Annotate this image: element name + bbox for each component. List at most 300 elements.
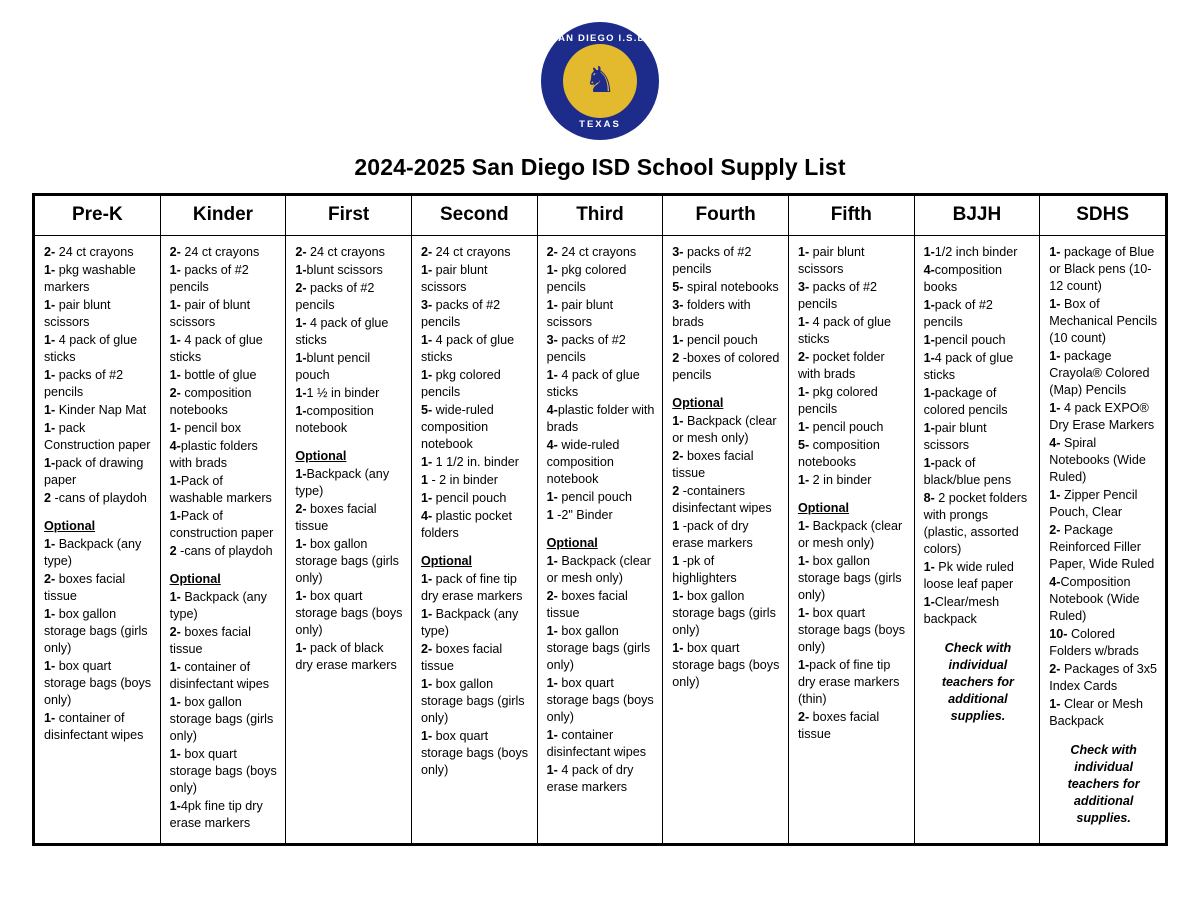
item-quantity: 1- — [923, 456, 935, 470]
optional-item — [170, 798, 279, 832]
item-quantity: 2- — [169, 386, 181, 400]
optional-item — [672, 553, 781, 587]
item-text: container of disinfectant wipes — [169, 660, 270, 691]
item-text: pair blunt scissors — [546, 298, 614, 329]
supply-cell-second — [411, 236, 537, 844]
supply-item — [44, 332, 153, 366]
item-text: Backpack (clear or mesh only) — [546, 554, 651, 585]
item-quantity: 4- — [546, 403, 558, 417]
item-text: packs of #2 pencils — [797, 280, 878, 311]
supply-item — [547, 367, 656, 401]
item-text: composition notebook — [295, 404, 374, 435]
item-text: - 2 in binder — [427, 473, 498, 487]
optional-item — [672, 483, 781, 517]
supply-item — [1049, 626, 1158, 660]
supply-item — [798, 384, 907, 418]
item-text: plastic pocket folders — [420, 509, 512, 540]
supply-item — [924, 350, 1033, 384]
item-text: package Crayola® Colored (Map) Pencils — [1049, 349, 1150, 397]
item-text: wide-ruled composition notebook — [420, 403, 494, 451]
item-text: pkg colored pencils — [546, 263, 627, 294]
item-quantity: 2- — [1049, 662, 1061, 676]
supply-item — [44, 402, 153, 419]
item-text: 4 pack of glue sticks — [546, 368, 640, 399]
supply-item — [170, 420, 279, 437]
optional-item — [672, 448, 781, 482]
optional-heading: Optional — [295, 449, 347, 463]
item-quantity: 1- — [420, 572, 433, 586]
item-quantity: 1- — [923, 386, 935, 400]
supply-item — [295, 350, 404, 384]
item-text: box gallon storage bags (girls only) — [672, 589, 776, 637]
item-quantity: 1- — [295, 537, 307, 551]
item-text: pack of fine tip dry erase markers — [420, 572, 523, 603]
supply-item — [44, 262, 153, 296]
item-text: 24 ct crayons — [306, 245, 385, 259]
optional-item — [421, 606, 530, 640]
item-text: 24 ct crayons — [55, 245, 134, 259]
item-quantity: 1- — [169, 695, 181, 709]
supply-item — [1049, 574, 1158, 625]
item-text: pair blunt scissors — [44, 298, 111, 329]
item-text: Pk wide ruled loose leaf paper — [923, 560, 1014, 591]
optional-item — [672, 413, 781, 447]
item-text: package of Blue or Black pens (10-12 count) — [1049, 245, 1155, 293]
optional-item — [295, 501, 404, 535]
supply-item — [295, 262, 404, 279]
item-text: Backpack (any type) — [44, 537, 142, 568]
logo-top-text: SAN DIEGO I.S.D. — [550, 33, 650, 44]
item-quantity: 1- — [923, 245, 935, 259]
supply-item — [1049, 348, 1158, 399]
supply-item — [44, 490, 153, 507]
item-text: package of colored pencils — [923, 386, 1008, 417]
page-title: 2024-2025 San Diego ISD School Supply List — [354, 154, 846, 180]
supply-item — [547, 402, 656, 436]
item-text: pencil pouch — [934, 333, 1006, 347]
item-text: pair of blunt scissors — [169, 298, 251, 329]
column-header-second: Second — [411, 196, 537, 236]
supply-item — [44, 297, 153, 331]
supply-item — [1049, 487, 1158, 521]
supply-item — [798, 419, 907, 436]
item-quantity: 1- — [420, 455, 433, 469]
item-text: 4 pack of glue sticks — [295, 316, 389, 347]
item-text: box quart storage bags (boys only) — [169, 747, 277, 795]
supply-item — [421, 297, 530, 331]
supply-item — [295, 315, 404, 349]
item-text: pencil pouch — [432, 491, 507, 505]
item-quantity: 1- — [420, 368, 433, 382]
item-quantity: 5- — [797, 438, 810, 452]
supply-cell-bjjh — [914, 236, 1040, 844]
supply-item — [44, 420, 153, 454]
item-text: 4 pack of glue sticks — [44, 333, 138, 364]
item-text: box quart storage bags (boys only) — [672, 641, 780, 689]
item-quantity: 1- — [923, 421, 935, 435]
supply-item — [421, 367, 530, 401]
optional-item — [798, 657, 907, 708]
column-header-third: Third — [537, 196, 663, 236]
item-quantity: 1- — [295, 386, 307, 400]
optional-item — [295, 588, 404, 639]
supply-item — [924, 385, 1033, 419]
supply-item — [421, 472, 530, 489]
supply-item — [798, 437, 907, 471]
supply-item — [44, 455, 153, 489]
optional-item — [170, 624, 279, 658]
item-quantity: 1- — [1049, 245, 1061, 259]
optional-item — [547, 675, 656, 726]
item-quantity: 1- — [295, 351, 307, 365]
column-header-fourth: Fourth — [663, 196, 789, 236]
item-text: packs of #2 pencils — [420, 298, 501, 329]
item-quantity: 3- — [546, 333, 558, 347]
item-text: 2 in binder — [809, 473, 872, 487]
column-header-prek: Pre-K — [35, 196, 161, 236]
item-text: -cans of playdoh — [51, 491, 147, 505]
optional-item — [44, 536, 153, 570]
item-text: pair blunt scissors — [923, 421, 987, 452]
item-text: plastic folders with brads — [169, 439, 258, 470]
optional-item — [798, 709, 907, 743]
optional-item — [672, 518, 781, 552]
optional-item — [421, 571, 530, 605]
column-header-first: First — [286, 196, 412, 236]
item-text: folders with brads — [672, 298, 751, 329]
supply-item — [924, 244, 1033, 261]
supply-item — [1049, 661, 1158, 695]
item-text: 4 pack of glue sticks — [169, 333, 263, 364]
item-text: Backpack (clear or mesh only) — [797, 519, 903, 550]
optional-item — [421, 728, 530, 779]
item-text: pack Construction paper — [44, 421, 151, 452]
item-text: pair blunt scissors — [797, 245, 865, 276]
item-text: plastic folder with brads — [546, 403, 655, 434]
item-quantity: 2- — [546, 589, 558, 603]
item-quantity: 1 — [672, 554, 680, 568]
item-text: pack of black dry erase markers — [295, 641, 397, 672]
column-header-fifth: Fifth — [788, 196, 914, 236]
item-text: pack of black/blue pens — [923, 456, 1012, 487]
optional-item — [798, 553, 907, 604]
item-text: pkg colored pencils — [420, 368, 501, 399]
item-quantity: 4- — [546, 438, 558, 452]
supply-item — [421, 244, 530, 261]
item-text: 4 pack of dry erase markers — [546, 763, 634, 794]
item-quantity: 1- — [923, 595, 935, 609]
item-quantity: 1- — [1049, 697, 1061, 711]
optional-heading: Optional — [44, 519, 96, 533]
item-text: wide-ruled composition notebook — [546, 438, 620, 486]
item-quantity: 1- — [420, 333, 433, 347]
item-text: packs of #2 pencils — [44, 368, 124, 399]
item-quantity: 4- — [923, 263, 935, 277]
supply-item — [1049, 296, 1158, 347]
item-text: composition notebooks — [797, 438, 880, 469]
item-text: box quart storage bags (boys only) — [44, 659, 152, 707]
logo-bottom-text: TEXAS — [579, 119, 621, 130]
item-quantity: 1- — [797, 473, 810, 487]
item-quantity: 1- — [546, 624, 558, 638]
supply-item — [421, 508, 530, 542]
column-header-sdhs: SDHS — [1040, 196, 1166, 236]
item-quantity: 1- — [295, 467, 307, 481]
item-text: bottle of glue — [180, 368, 257, 382]
item-text: Packages of 3x5 Index Cards — [1049, 662, 1158, 693]
supply-item — [547, 262, 656, 296]
supply-item — [547, 489, 656, 506]
item-text: 24 ct crayons — [180, 245, 260, 259]
item-text: Composition Notebook (Wide Ruled) — [1049, 575, 1140, 623]
supply-item — [547, 437, 656, 488]
item-quantity: 2- — [44, 245, 56, 259]
item-quantity: 1- — [923, 333, 935, 347]
item-text: blunt pencil pouch — [295, 351, 371, 382]
item-text: 4 pack of glue sticks — [797, 315, 892, 346]
item-quantity: 4- — [1049, 436, 1061, 450]
optional-item — [421, 641, 530, 675]
item-quantity: 10- — [1049, 627, 1068, 641]
item-quantity: 2- — [672, 449, 684, 463]
item-quantity: 1- — [420, 729, 433, 743]
supply-item — [1049, 400, 1158, 434]
item-quantity: 1- — [923, 351, 935, 365]
optional-item — [547, 588, 656, 622]
item-quantity: 1- — [672, 333, 684, 347]
item-quantity: 4- — [420, 509, 433, 523]
item-quantity: 1- — [420, 677, 433, 691]
optional-item — [170, 694, 279, 745]
item-quantity: 4- — [169, 439, 181, 453]
item-text: pack of fine tip dry erase markers (thin) — [797, 658, 900, 706]
item-quantity: 2- — [295, 502, 307, 516]
item-quantity: 1- — [546, 763, 558, 777]
supply-item — [170, 244, 279, 261]
item-quantity: 1- — [169, 660, 181, 674]
item-quantity: 1- — [1049, 488, 1061, 502]
item-text: box quart storage bags (boys only) — [295, 589, 403, 637]
item-quantity: 1- — [169, 263, 181, 277]
item-quantity: 1- — [1049, 349, 1061, 363]
item-quantity: 1- — [44, 263, 56, 277]
supply-item — [1049, 522, 1158, 573]
item-text: blunt scissors — [306, 263, 383, 277]
item-quantity: 1- — [1049, 401, 1061, 415]
item-text: 1 ½ in binder — [306, 386, 380, 400]
item-quantity: 5- — [420, 403, 433, 417]
supply-item — [421, 262, 530, 296]
item-quantity: 1- — [169, 474, 181, 488]
supply-item — [798, 349, 907, 383]
item-quantity: 1- — [169, 298, 181, 312]
item-quantity: 1- — [44, 421, 56, 435]
item-text: -containers disinfectant wipes — [672, 484, 772, 515]
logo-inner-circle — [563, 44, 637, 118]
item-text: box quart storage bags (boys only) — [420, 729, 529, 777]
item-text: -pk of highlighters — [672, 554, 737, 585]
item-text: boxes facial tissue — [169, 625, 251, 656]
item-quantity: 3- — [672, 298, 684, 312]
optional-heading: Optional — [546, 536, 598, 550]
table-body-row — [35, 236, 1166, 844]
supply-item — [924, 455, 1033, 489]
item-text: pencil pouch — [683, 333, 758, 347]
item-text: box gallon storage bags (girls only) — [44, 607, 148, 655]
item-text: -2" Binder — [553, 508, 613, 522]
item-quantity: 1- — [44, 537, 56, 551]
supply-item — [44, 367, 153, 401]
optional-item — [547, 727, 656, 761]
supply-item — [547, 332, 656, 366]
item-quantity: 1- — [797, 245, 810, 259]
supply-item — [924, 332, 1033, 349]
item-text: composition notebooks — [169, 386, 252, 417]
item-quantity: 1 — [546, 508, 554, 522]
item-text: 4 pack EXPO® Dry Erase Markers — [1049, 401, 1155, 432]
optional-item — [170, 589, 279, 623]
supply-item — [421, 402, 530, 453]
table-header-row — [35, 196, 1166, 236]
item-text: boxes facial tissue — [44, 572, 126, 603]
item-quantity: 1- — [295, 316, 307, 330]
supply-item — [170, 367, 279, 384]
item-quantity: 1- — [295, 263, 307, 277]
item-quantity: 2- — [420, 245, 433, 259]
item-quantity: 2 — [169, 544, 177, 558]
supply-cell-first — [286, 236, 412, 844]
item-quantity: 3- — [420, 298, 433, 312]
item-quantity: 1- — [546, 263, 558, 277]
item-text: packs of #2 pencils — [672, 245, 752, 276]
item-quantity: 1- — [797, 554, 810, 568]
supply-item — [295, 385, 404, 402]
item-quantity: 1- — [797, 658, 810, 672]
item-quantity: 1- — [169, 421, 181, 435]
supply-item — [924, 594, 1033, 628]
item-quantity: 1- — [546, 676, 558, 690]
optional-item — [672, 588, 781, 639]
item-quantity: 1- — [420, 263, 433, 277]
item-quantity: 4- — [1049, 575, 1061, 589]
item-quantity: 2- — [169, 625, 181, 639]
item-text: Pack of washable markers — [169, 474, 272, 505]
supply-item — [170, 332, 279, 366]
item-text: Backpack (any type) — [420, 607, 519, 638]
item-quantity: 2 — [44, 491, 52, 505]
optional-item — [44, 571, 153, 605]
item-quantity: 1- — [44, 659, 56, 673]
item-text: Backpack (clear or mesh only) — [672, 414, 777, 445]
item-quantity: 1- — [546, 728, 558, 742]
supply-cell-fifth — [788, 236, 914, 844]
column-header-kinder: Kinder — [160, 196, 286, 236]
optional-item — [44, 606, 153, 657]
supply-item — [170, 543, 279, 560]
item-text: Backpack (any type) — [295, 467, 390, 498]
item-quantity: 1- — [797, 315, 810, 329]
supply-cell-fourth — [663, 236, 789, 844]
optional-item — [44, 658, 153, 709]
item-quantity: 3- — [672, 245, 684, 259]
supply-item — [672, 279, 781, 296]
supply-item — [421, 332, 530, 366]
supply-item — [170, 262, 279, 296]
item-quantity: 1- — [672, 641, 684, 655]
item-quantity: 1 — [420, 473, 428, 487]
item-quantity: 1- — [1049, 297, 1061, 311]
item-quantity: 2 — [672, 351, 680, 365]
item-quantity: 1- — [169, 333, 181, 347]
supply-item — [924, 262, 1033, 296]
supply-item — [44, 244, 153, 261]
item-text: box gallon storage bags (girls only) — [546, 624, 651, 672]
supply-item — [924, 490, 1033, 558]
supply-cell-prek — [35, 236, 161, 844]
supply-item — [798, 472, 907, 489]
optional-item — [170, 746, 279, 797]
item-text: Clear/mesh backpack — [923, 595, 1000, 626]
supply-cell-kinder — [160, 236, 286, 844]
item-quantity: 2- — [797, 710, 810, 724]
supply-item — [170, 473, 279, 507]
item-quantity: 2- — [546, 245, 558, 259]
item-text: 24 ct crayons — [557, 245, 637, 259]
item-text: boxes facial tissue — [797, 710, 880, 741]
supply-item — [672, 297, 781, 331]
item-quantity: 1- — [546, 490, 558, 504]
supply-table-wrapper — [32, 193, 1168, 846]
item-text: box quart storage bags (boys only) — [797, 606, 906, 654]
item-quantity: 1- — [295, 589, 307, 603]
item-quantity: 2- — [44, 572, 56, 586]
item-text: 2 pocket folders with prongs (plastic, assorted colors) — [923, 491, 1028, 556]
supply-cell-third — [537, 236, 663, 844]
logo-container — [0, 0, 1200, 140]
supply-item — [798, 244, 907, 278]
item-quantity: 3- — [797, 280, 810, 294]
item-quantity: 1- — [420, 491, 433, 505]
item-text: pack of drawing paper — [44, 456, 144, 487]
item-text: pack of #2 pencils — [923, 298, 993, 329]
item-text: pencil box — [180, 421, 242, 435]
supply-item — [170, 438, 279, 472]
item-text: box gallon storage bags (girls only) — [169, 695, 274, 743]
item-text: boxes facial tissue — [295, 502, 377, 533]
optional-heading: Optional — [672, 396, 724, 410]
item-quantity: 1 — [672, 519, 680, 533]
item-quantity: 1- — [169, 747, 181, 761]
item-quantity: 1- — [546, 298, 558, 312]
supply-item — [1049, 696, 1158, 730]
item-text: composition books — [923, 263, 1002, 294]
item-text: -cans of playdoh — [176, 544, 273, 558]
item-text: pkg colored pencils — [797, 385, 878, 416]
item-quantity: 2- — [1049, 523, 1061, 537]
item-quantity: 1- — [420, 607, 433, 621]
supply-item — [547, 297, 656, 331]
item-text: box quart storage bags (boys only) — [546, 676, 654, 724]
supply-item — [170, 297, 279, 331]
optional-item — [547, 762, 656, 796]
item-quantity: 1- — [44, 333, 56, 347]
item-quantity: 5- — [672, 280, 684, 294]
optional-item — [421, 676, 530, 727]
supply-item — [170, 508, 279, 542]
item-quantity: 2- — [169, 245, 181, 259]
optional-item — [295, 466, 404, 500]
item-quantity: 2- — [295, 245, 307, 259]
